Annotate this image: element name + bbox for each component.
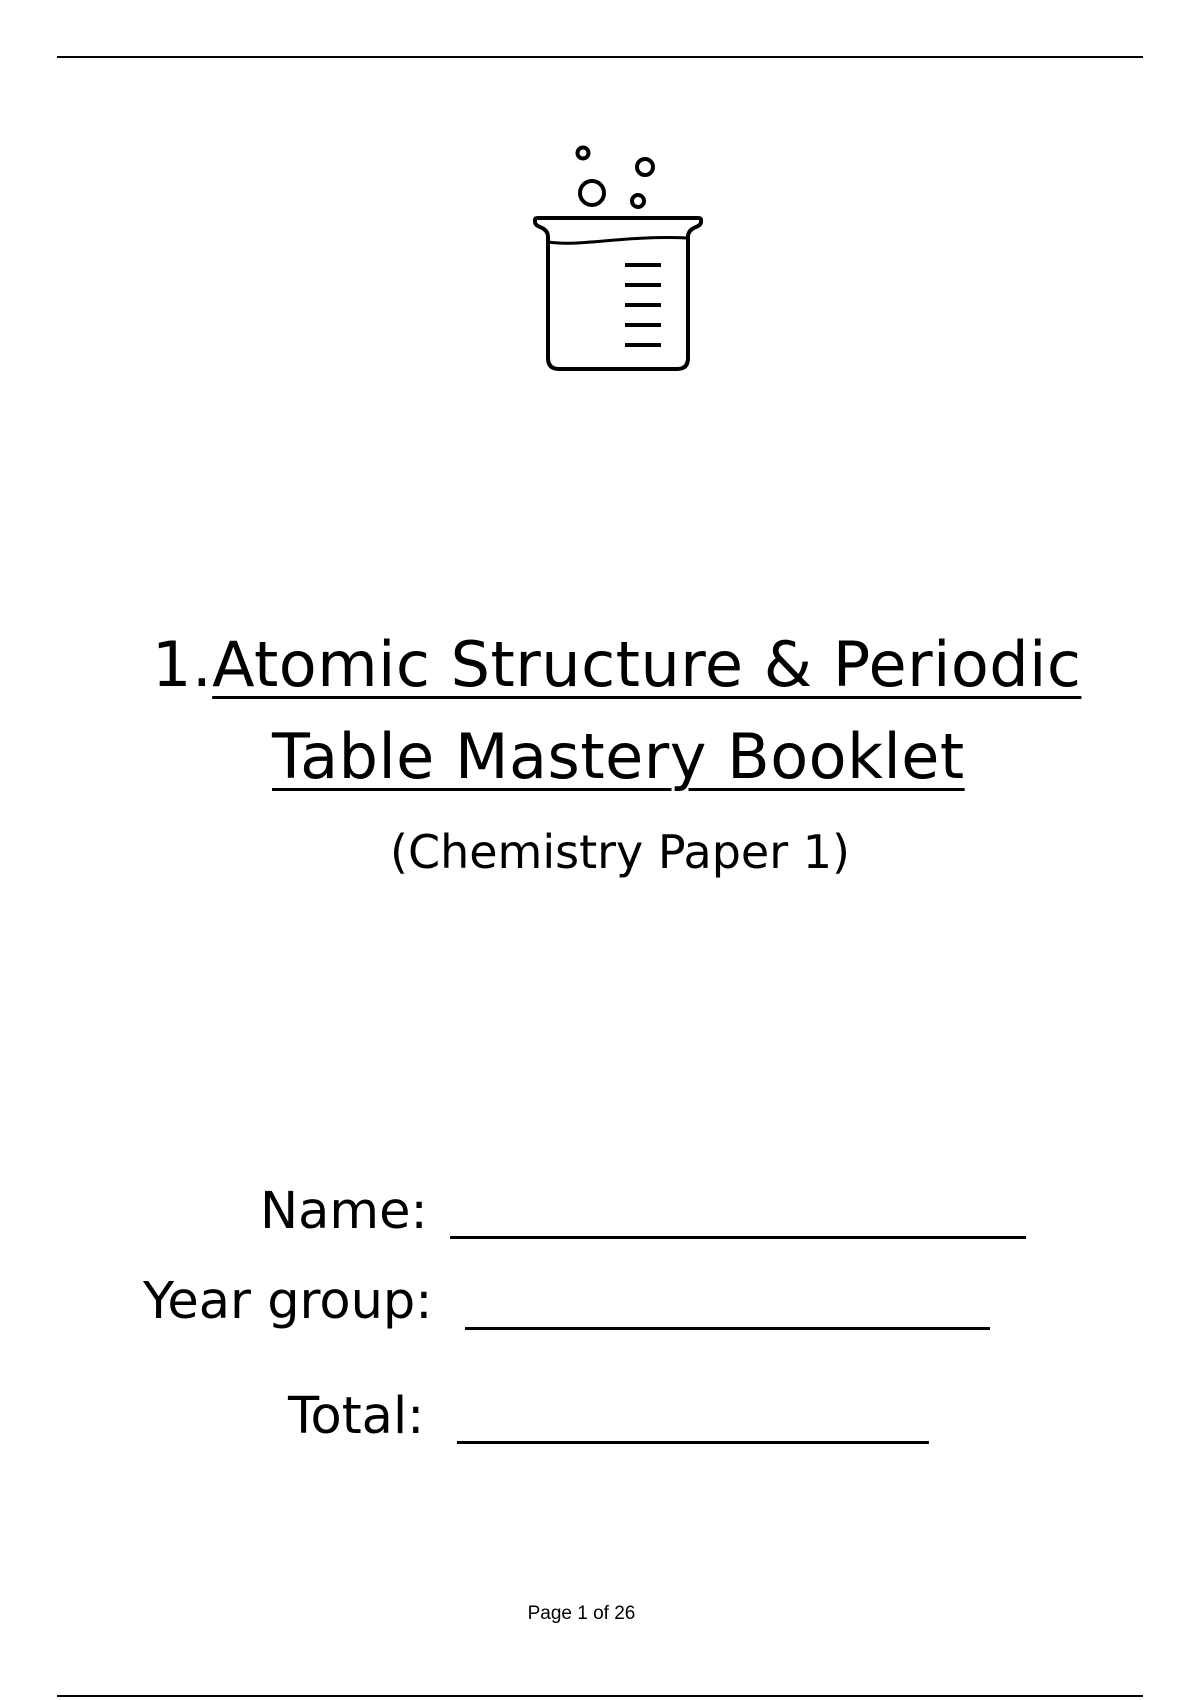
- total-label: Total:: [288, 1387, 425, 1446]
- beaker-icon: [530, 143, 710, 373]
- page-number: Page 1 of 26: [527, 1603, 636, 1624]
- title-line-1: [152, 620, 1081, 710]
- title-line-2: [272, 712, 965, 802]
- year-group-label: Year group:: [143, 1272, 433, 1331]
- total-answer-line[interactable]: [457, 1441, 929, 1444]
- name-answer-line[interactable]: [450, 1236, 1026, 1239]
- top-divider: [57, 56, 1143, 58]
- title-text-line-2: Table Mastery Booklet: [272, 720, 965, 793]
- name-label: Name:: [260, 1182, 428, 1241]
- booklet-subtitle: (Chemistry Paper 1): [390, 825, 850, 879]
- title-text-line-1: Atomic Structure & Periodic: [212, 628, 1082, 701]
- year-group-answer-line[interactable]: [465, 1327, 990, 1330]
- bottom-divider: [57, 1695, 1143, 1697]
- title-number: 1.: [152, 628, 213, 701]
